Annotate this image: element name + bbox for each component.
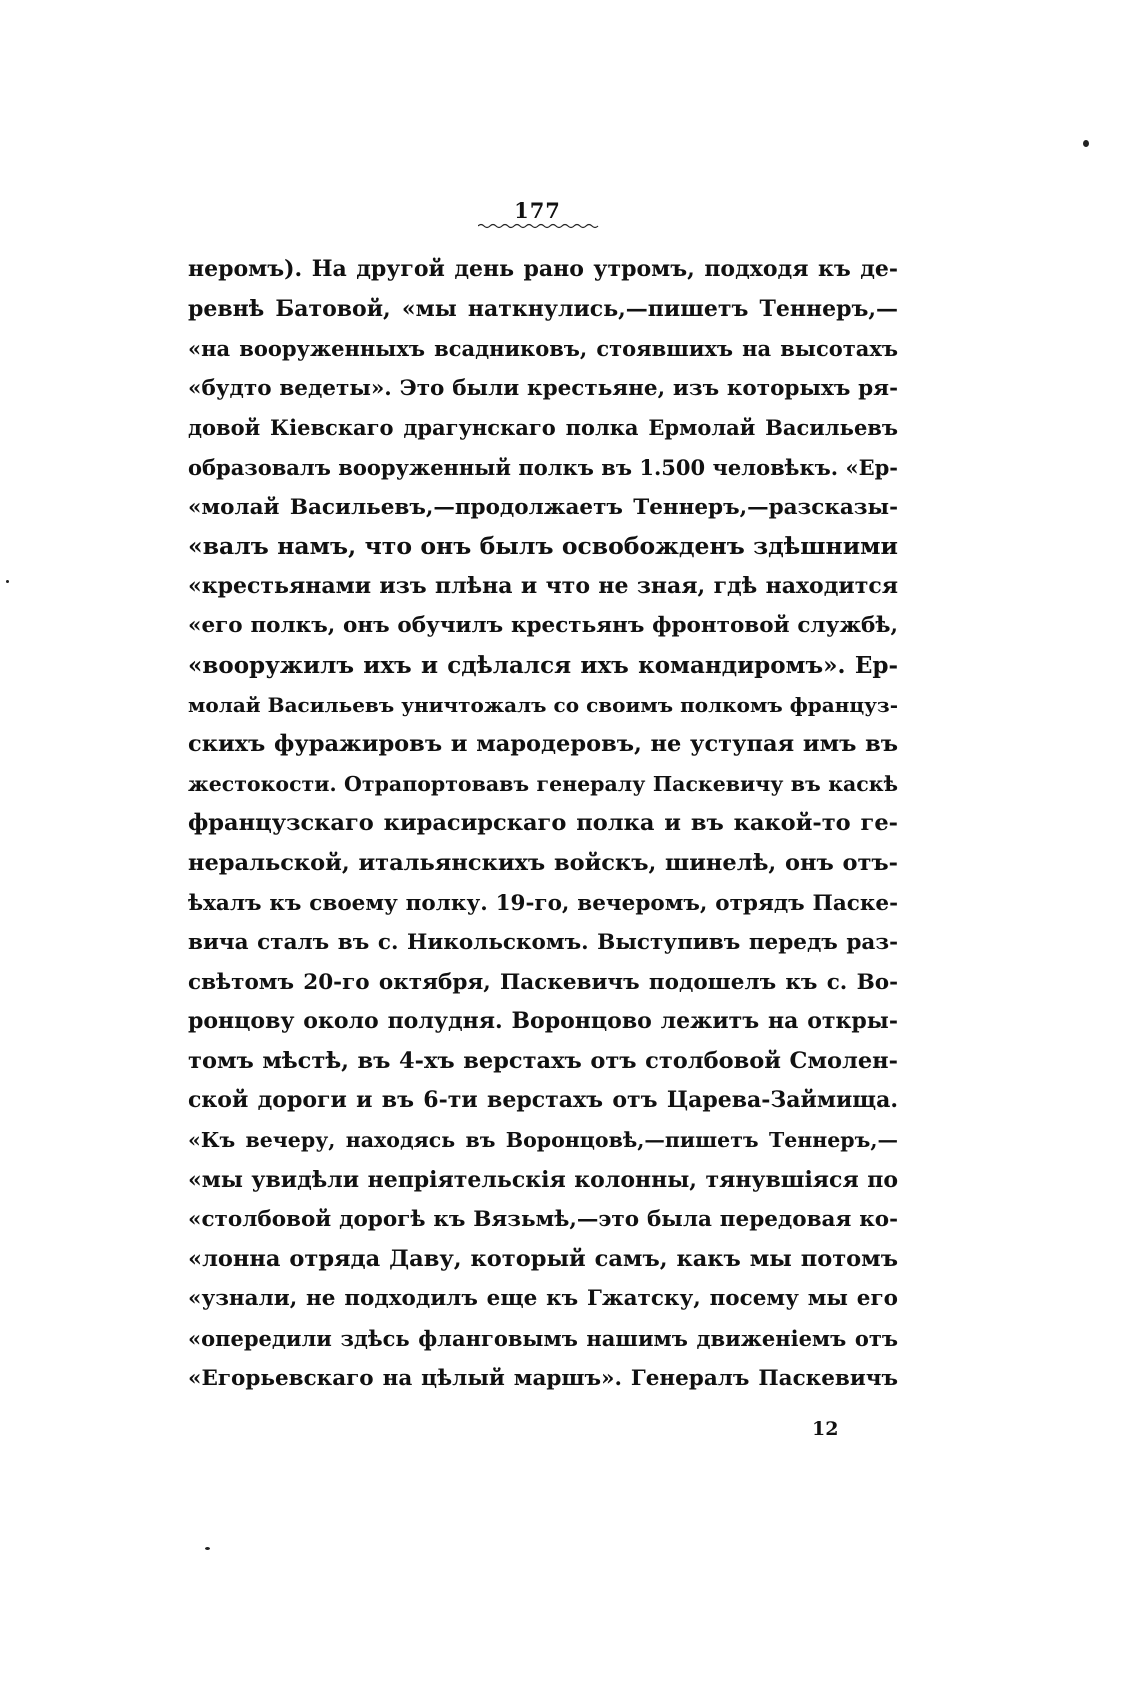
text-line: свѣтомъ 20-го октября, Паскевичъ подошелъ къ с. Во- xyxy=(188,969,898,995)
page-number-ornament xyxy=(478,222,600,230)
text-line: «на вооруженныхъ всадниковъ, стоявшихъ на высотахъ xyxy=(188,336,898,362)
body-text xyxy=(188,250,898,1398)
text-line: «вооружилъ ихъ и сдѣлался ихъ командиромъ». Ер- xyxy=(188,651,898,679)
text-line: «узнали, не подходилъ еще къ Гжатску, посему мы его xyxy=(188,1286,898,1312)
text-line: «лонна отряда Даву, который самъ, какъ мы потомъ xyxy=(188,1245,898,1272)
text-line: «его полкъ, онъ обучилъ крестьянъ фронтовой службѣ, xyxy=(188,613,898,639)
scan-speck xyxy=(6,580,9,583)
text-line: «будто ведеты». Это были крестьяне, изъ которыхъ ря- xyxy=(188,375,898,401)
text-line: «крестьянами изъ плѣна и что не зная, гдѣ находится xyxy=(188,572,898,599)
text-line: скихъ фуражировъ и мародеровъ, не уступая имъ въ xyxy=(188,731,898,758)
text-line: жестокости. Отрапортовавъ генералу Паскевичу въ каскѣ xyxy=(188,771,898,796)
text-line: молай Васильевъ уничтожалъ со своимъ полкомъ француз- xyxy=(188,692,898,717)
text-line: томъ мѣстѣ, въ 4-хъ верстахъ отъ столбовой Смолен- xyxy=(188,1047,898,1074)
text-line: французскаго кирасирскаго полка и въ какой-то ге- xyxy=(188,810,898,837)
text-line: «мы увидѣли непріятельскія колонны, тянувшіяся по xyxy=(188,1166,898,1193)
text-line: «молай Васильевъ,—продолжаетъ Теннеръ,—разсказы- xyxy=(188,494,898,520)
text-line: неромъ). На другой день рано утромъ, подходя къ де- xyxy=(188,256,898,282)
scan-speck xyxy=(1083,140,1089,147)
text-line: ской дороги и въ 6-ти верстахъ отъ Царева-Займища. xyxy=(188,1087,898,1114)
text-line: образовалъ вооруженный полкъ въ 1.500 человѣкъ. «Ер- xyxy=(188,454,898,480)
text-line: «столбовой дорогѣ къ Вязьмѣ,—это была передовая ко- xyxy=(188,1207,898,1233)
text-line: «валъ намъ, что онъ былъ освобожденъ здѣшними xyxy=(188,532,898,561)
text-line: ревнѣ Батовой, «мы наткнулись,—пишетъ Теннеръ,— xyxy=(188,295,898,322)
scan-speck xyxy=(205,1547,210,1550)
text-line: неральской, итальянскихъ войскъ, шинелѣ, онъ отъ- xyxy=(188,849,898,876)
page-number: 177 xyxy=(514,198,561,223)
text-line: вича сталъ въ с. Никольскомъ. Выступивъ передъ раз- xyxy=(188,930,898,956)
text-line: «Егорьевскаго на цѣлый маршъ». Генералъ Паскевичъ xyxy=(188,1365,898,1391)
text-line: «Къ вечеру, находясь въ Воронцовѣ,—пишетъ Теннеръ,— xyxy=(188,1128,898,1153)
text-line: ѣхалъ къ своему полку. 19-го, вечеромъ, отрядъ Паске- xyxy=(188,890,898,916)
text-line: «опередили здѣсь фланговымъ нашимъ движеніемъ отъ xyxy=(188,1326,898,1352)
text-line: довой Кіевскаго драгунскаго полка Ермолай Васильевъ xyxy=(188,415,898,441)
text-line: ронцову около полудня. Воронцово лежитъ на откры- xyxy=(188,1008,898,1035)
signature-mark: 12 xyxy=(812,1418,839,1440)
